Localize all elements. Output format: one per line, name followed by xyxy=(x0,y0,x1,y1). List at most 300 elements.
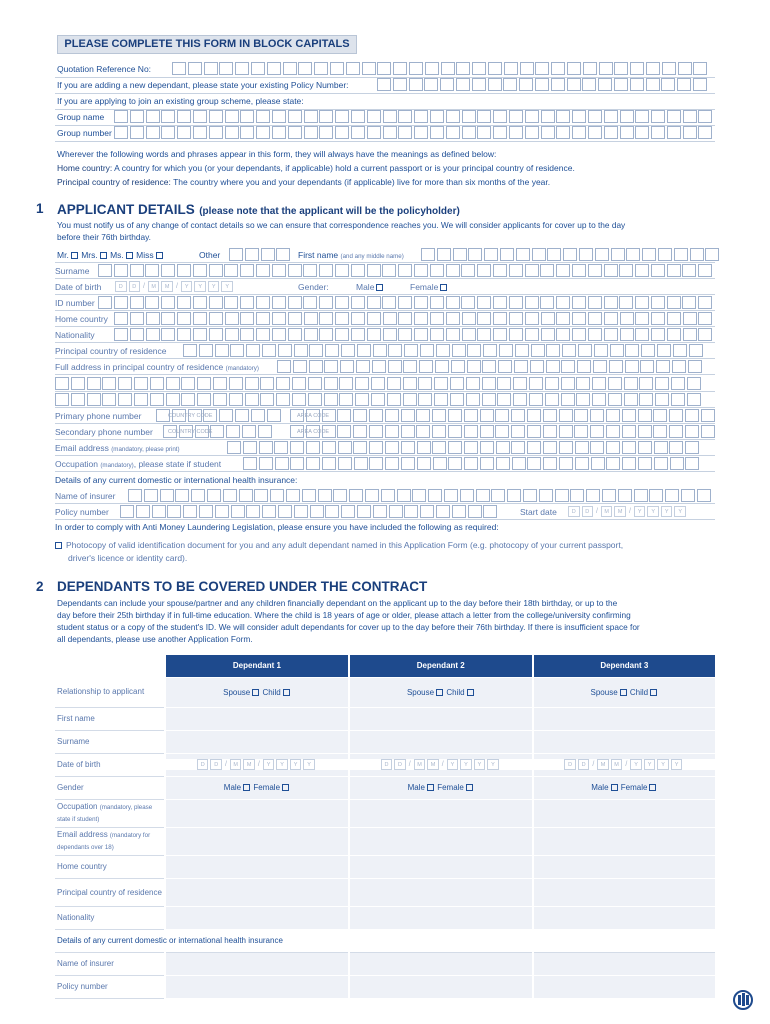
char-box[interactable] xyxy=(579,248,593,261)
char-box[interactable] xyxy=(351,296,365,309)
char-box[interactable] xyxy=(309,360,323,373)
char-box[interactable] xyxy=(618,489,632,502)
char-box[interactable] xyxy=(224,296,238,309)
dependant-1-dob[interactable] xyxy=(166,759,348,770)
char-box[interactable] xyxy=(604,126,618,139)
other-title-input[interactable] xyxy=(229,248,292,261)
char-box[interactable] xyxy=(588,110,602,123)
char-box[interactable] xyxy=(288,296,302,309)
char-box[interactable] xyxy=(319,296,333,309)
char-box[interactable] xyxy=(590,409,604,422)
char-box[interactable] xyxy=(235,62,249,75)
char-box[interactable] xyxy=(531,344,545,357)
char-box[interactable] xyxy=(656,360,670,373)
dependant-1-policy-number[interactable] xyxy=(165,975,349,998)
char-box[interactable] xyxy=(388,344,402,357)
char-box[interactable] xyxy=(118,393,132,406)
char-box[interactable] xyxy=(555,489,569,502)
char-box[interactable] xyxy=(559,441,573,454)
char-box[interactable] xyxy=(404,505,418,518)
principal-country-input[interactable] xyxy=(183,344,704,357)
char-box[interactable] xyxy=(561,377,575,390)
dependant-3-principal-country[interactable] xyxy=(533,878,715,906)
char-box[interactable] xyxy=(98,264,112,277)
char-box[interactable] xyxy=(351,264,365,277)
char-box[interactable] xyxy=(404,344,418,357)
char-box[interactable] xyxy=(389,505,403,518)
char-box[interactable] xyxy=(367,126,381,139)
char-box[interactable] xyxy=(414,312,428,325)
char-box[interactable] xyxy=(373,344,387,357)
char-box[interactable] xyxy=(688,360,702,373)
char-box[interactable] xyxy=(145,296,159,309)
char-box[interactable] xyxy=(430,296,444,309)
char-box[interactable] xyxy=(639,393,653,406)
char-box[interactable] xyxy=(655,393,669,406)
char-box[interactable] xyxy=(483,505,497,518)
date-char-box[interactable]: Y xyxy=(657,759,669,770)
char-box[interactable] xyxy=(225,126,239,139)
date-char-box[interactable]: Y xyxy=(474,759,486,770)
char-box[interactable] xyxy=(556,126,570,139)
char-box[interactable] xyxy=(583,62,597,75)
char-box[interactable] xyxy=(673,344,687,357)
char-box[interactable] xyxy=(421,248,435,261)
char-box[interactable] xyxy=(541,110,555,123)
char-box[interactable] xyxy=(667,126,681,139)
char-box[interactable] xyxy=(430,312,444,325)
char-box[interactable] xyxy=(448,409,462,422)
char-box[interactable] xyxy=(393,78,407,91)
address-input-line-3[interactable] xyxy=(55,393,703,406)
char-box[interactable] xyxy=(562,344,576,357)
char-box[interactable] xyxy=(193,328,207,341)
char-box[interactable] xyxy=(199,344,213,357)
char-box[interactable] xyxy=(261,248,275,261)
char-box[interactable] xyxy=(561,393,575,406)
date-char-box[interactable]: Y xyxy=(460,759,472,770)
char-box[interactable] xyxy=(641,344,655,357)
char-box[interactable] xyxy=(698,312,712,325)
char-box[interactable] xyxy=(606,409,620,422)
char-box[interactable] xyxy=(114,264,128,277)
char-box[interactable] xyxy=(493,110,507,123)
char-box[interactable] xyxy=(377,78,391,91)
char-box[interactable] xyxy=(678,62,692,75)
char-box[interactable] xyxy=(130,264,144,277)
char-box[interactable] xyxy=(451,360,465,373)
char-box[interactable] xyxy=(462,328,476,341)
date-char-box[interactable]: D xyxy=(568,506,580,517)
char-box[interactable] xyxy=(416,409,430,422)
date-char-box[interactable]: Y xyxy=(221,281,233,292)
char-box[interactable] xyxy=(667,264,681,277)
char-box[interactable] xyxy=(556,296,570,309)
char-box[interactable] xyxy=(488,62,502,75)
char-box[interactable] xyxy=(259,457,273,470)
char-box[interactable] xyxy=(661,78,675,91)
char-box[interactable] xyxy=(362,62,376,75)
char-box[interactable] xyxy=(209,126,223,139)
char-box[interactable] xyxy=(701,425,715,438)
char-box[interactable] xyxy=(398,328,412,341)
char-box[interactable] xyxy=(444,489,458,502)
char-box[interactable] xyxy=(353,409,367,422)
char-box[interactable] xyxy=(614,78,628,91)
char-box[interactable] xyxy=(246,505,260,518)
char-box[interactable] xyxy=(256,312,270,325)
char-box[interactable] xyxy=(540,264,554,277)
char-box[interactable] xyxy=(698,328,712,341)
date-char-box[interactable]: Y xyxy=(447,759,459,770)
male-checkbox[interactable] xyxy=(376,284,383,291)
char-box[interactable] xyxy=(500,248,514,261)
char-box[interactable] xyxy=(197,393,211,406)
char-box[interactable] xyxy=(177,328,191,341)
dependant-2-nationality[interactable] xyxy=(349,906,533,929)
date-char-box[interactable]: Y xyxy=(674,506,686,517)
char-box[interactable] xyxy=(480,441,494,454)
char-box[interactable] xyxy=(543,409,557,422)
char-box[interactable] xyxy=(339,393,353,406)
char-box[interactable] xyxy=(591,457,605,470)
char-box[interactable] xyxy=(496,441,510,454)
char-box[interactable] xyxy=(464,409,478,422)
char-box[interactable] xyxy=(172,62,186,75)
char-box[interactable] xyxy=(256,296,270,309)
char-box[interactable] xyxy=(551,78,565,91)
char-box[interactable] xyxy=(209,328,223,341)
char-box[interactable] xyxy=(592,393,606,406)
char-box[interactable] xyxy=(367,264,381,277)
char-box[interactable] xyxy=(477,312,491,325)
char-box[interactable] xyxy=(114,312,128,325)
mrs-checkbox[interactable] xyxy=(100,252,107,259)
char-box[interactable] xyxy=(466,377,480,390)
char-box[interactable] xyxy=(683,126,697,139)
char-box[interactable] xyxy=(611,248,625,261)
char-box[interactable] xyxy=(577,360,591,373)
char-box[interactable] xyxy=(335,296,349,309)
char-box[interactable] xyxy=(667,312,681,325)
char-box[interactable] xyxy=(398,296,412,309)
char-box[interactable] xyxy=(436,344,450,357)
char-box[interactable] xyxy=(525,312,539,325)
char-box[interactable] xyxy=(665,489,679,502)
char-box[interactable] xyxy=(428,489,442,502)
char-box[interactable] xyxy=(671,377,685,390)
char-box[interactable] xyxy=(450,393,464,406)
dependant-3-occupation[interactable] xyxy=(533,799,715,827)
char-box[interactable] xyxy=(308,393,322,406)
char-box[interactable] xyxy=(55,377,69,390)
char-box[interactable] xyxy=(543,425,557,438)
char-box[interactable] xyxy=(608,377,622,390)
char-box[interactable] xyxy=(482,377,496,390)
dependant-1-surname[interactable] xyxy=(165,730,349,753)
char-box[interactable] xyxy=(416,425,430,438)
char-box[interactable] xyxy=(432,425,446,438)
char-box[interactable] xyxy=(403,377,417,390)
char-box[interactable] xyxy=(609,360,623,373)
char-box[interactable] xyxy=(435,360,449,373)
char-box[interactable] xyxy=(292,377,306,390)
char-box[interactable] xyxy=(288,126,302,139)
char-box[interactable] xyxy=(318,489,332,502)
char-box[interactable] xyxy=(393,62,407,75)
char-box[interactable] xyxy=(304,110,318,123)
insurer-input[interactable] xyxy=(128,489,712,502)
char-box[interactable] xyxy=(651,126,665,139)
char-box[interactable] xyxy=(414,110,428,123)
char-box[interactable] xyxy=(588,312,602,325)
char-box[interactable] xyxy=(304,328,318,341)
char-box[interactable] xyxy=(635,110,649,123)
char-box[interactable] xyxy=(620,110,634,123)
char-box[interactable] xyxy=(258,425,272,438)
char-box[interactable] xyxy=(243,441,257,454)
char-box[interactable] xyxy=(319,328,333,341)
char-box[interactable] xyxy=(251,62,265,75)
char-box[interactable] xyxy=(604,312,618,325)
char-box[interactable] xyxy=(482,393,496,406)
date-char-box[interactable]: M xyxy=(161,281,173,292)
char-box[interactable] xyxy=(369,409,383,422)
female-option[interactable]: Female xyxy=(410,282,448,293)
char-box[interactable] xyxy=(519,78,533,91)
char-box[interactable] xyxy=(262,344,276,357)
date-char-box[interactable]: Y xyxy=(290,759,302,770)
char-box[interactable] xyxy=(341,505,355,518)
char-box[interactable] xyxy=(683,110,697,123)
date-char-box[interactable]: Y xyxy=(263,759,275,770)
dependant-2-occupation[interactable] xyxy=(349,799,533,827)
char-box[interactable] xyxy=(701,409,715,422)
char-box[interactable] xyxy=(367,328,381,341)
char-box[interactable] xyxy=(256,126,270,139)
char-box[interactable] xyxy=(582,78,596,91)
char-box[interactable] xyxy=(461,296,475,309)
char-box[interactable] xyxy=(383,126,397,139)
char-box[interactable] xyxy=(467,360,481,373)
date-char-box[interactable]: Y xyxy=(181,281,193,292)
char-box[interactable] xyxy=(324,377,338,390)
char-box[interactable] xyxy=(161,312,175,325)
char-box[interactable] xyxy=(576,393,590,406)
char-box[interactable] xyxy=(225,328,239,341)
char-box[interactable] xyxy=(638,457,652,470)
char-box[interactable] xyxy=(515,344,529,357)
dependant-1-nationality[interactable] xyxy=(165,906,349,929)
char-box[interactable] xyxy=(488,78,502,91)
char-box[interactable] xyxy=(527,409,541,422)
char-box[interactable] xyxy=(512,457,526,470)
char-box[interactable] xyxy=(225,312,239,325)
char-box[interactable] xyxy=(430,328,444,341)
char-box[interactable] xyxy=(409,78,423,91)
char-box[interactable] xyxy=(529,377,543,390)
char-box[interactable] xyxy=(385,409,399,422)
char-box[interactable] xyxy=(371,393,385,406)
char-box[interactable] xyxy=(414,328,428,341)
child-checkbox[interactable] xyxy=(467,689,474,696)
date-char-box[interactable]: M xyxy=(427,759,439,770)
char-box[interactable] xyxy=(272,110,286,123)
dependant-2-gender[interactable]: Male Female xyxy=(349,776,533,799)
char-box[interactable] xyxy=(620,312,634,325)
char-box[interactable] xyxy=(681,489,695,502)
char-box[interactable] xyxy=(606,457,620,470)
char-box[interactable] xyxy=(690,248,704,261)
char-box[interactable] xyxy=(353,441,367,454)
char-box[interactable] xyxy=(288,110,302,123)
date-char-box[interactable]: Y xyxy=(487,759,499,770)
char-box[interactable] xyxy=(278,505,292,518)
char-box[interactable] xyxy=(55,393,69,406)
char-box[interactable] xyxy=(365,489,379,502)
char-box[interactable] xyxy=(303,296,317,309)
char-box[interactable] xyxy=(572,126,586,139)
char-box[interactable] xyxy=(166,393,180,406)
char-box[interactable] xyxy=(527,457,541,470)
char-box[interactable] xyxy=(642,248,656,261)
primary-phone-number[interactable] xyxy=(290,409,717,422)
dependant-2-dob[interactable] xyxy=(350,759,532,770)
dependant-1-principal-country[interactable] xyxy=(165,878,349,906)
char-box[interactable] xyxy=(118,377,132,390)
char-box[interactable] xyxy=(625,344,639,357)
char-box[interactable] xyxy=(453,248,467,261)
char-box[interactable] xyxy=(578,344,592,357)
char-box[interactable] xyxy=(175,489,189,502)
char-box[interactable] xyxy=(493,264,507,277)
char-box[interactable] xyxy=(430,264,444,277)
char-box[interactable] xyxy=(383,312,397,325)
dependant-2-home-country[interactable] xyxy=(349,855,533,878)
char-box[interactable] xyxy=(288,328,302,341)
date-char-box[interactable]: Y xyxy=(647,506,659,517)
char-box[interactable] xyxy=(335,328,349,341)
char-box[interactable] xyxy=(369,441,383,454)
char-box[interactable] xyxy=(608,393,622,406)
dependant-1-home-country[interactable] xyxy=(165,855,349,878)
char-box[interactable] xyxy=(152,505,166,518)
char-box[interactable] xyxy=(225,110,239,123)
char-box[interactable] xyxy=(181,377,195,390)
char-box[interactable] xyxy=(662,62,676,75)
char-box[interactable] xyxy=(303,264,317,277)
char-box[interactable] xyxy=(462,312,476,325)
char-box[interactable] xyxy=(539,489,553,502)
dependant-2-email[interactable] xyxy=(349,827,533,855)
char-box[interactable] xyxy=(669,409,683,422)
char-box[interactable] xyxy=(535,78,549,91)
char-box[interactable] xyxy=(446,328,460,341)
char-box[interactable] xyxy=(71,393,85,406)
char-box[interactable] xyxy=(503,78,517,91)
spouse-checkbox[interactable] xyxy=(436,689,443,696)
char-box[interactable] xyxy=(567,78,581,91)
char-box[interactable] xyxy=(367,312,381,325)
char-box[interactable] xyxy=(310,505,324,518)
dependant-3-policy-number[interactable] xyxy=(533,975,715,998)
char-box[interactable] xyxy=(354,457,368,470)
char-box[interactable] xyxy=(193,110,207,123)
char-box[interactable] xyxy=(181,393,195,406)
char-box[interactable] xyxy=(437,248,451,261)
char-box[interactable] xyxy=(130,110,144,123)
dependant-1-first-name[interactable] xyxy=(165,707,349,730)
char-box[interactable] xyxy=(340,360,354,373)
char-box[interactable] xyxy=(446,126,460,139)
char-box[interactable] xyxy=(646,62,660,75)
photocopy-checkbox[interactable] xyxy=(55,542,62,549)
char-box[interactable] xyxy=(590,441,604,454)
char-box[interactable] xyxy=(606,441,620,454)
char-box[interactable] xyxy=(134,393,148,406)
char-box[interactable] xyxy=(658,248,672,261)
char-box[interactable] xyxy=(509,110,523,123)
char-box[interactable] xyxy=(551,62,565,75)
char-box[interactable] xyxy=(532,248,546,261)
char-box[interactable] xyxy=(559,425,573,438)
char-box[interactable] xyxy=(482,360,496,373)
char-box[interactable] xyxy=(337,409,351,422)
dependant-2-surname[interactable] xyxy=(349,730,533,753)
dependant-3-gender[interactable]: Male Female xyxy=(533,776,715,799)
char-box[interactable] xyxy=(373,505,387,518)
char-box[interactable] xyxy=(369,457,383,470)
char-box[interactable] xyxy=(468,505,482,518)
char-box[interactable] xyxy=(498,360,512,373)
char-box[interactable] xyxy=(599,62,613,75)
char-box[interactable] xyxy=(545,393,559,406)
char-box[interactable] xyxy=(177,126,191,139)
char-box[interactable] xyxy=(191,489,205,502)
char-box[interactable] xyxy=(275,457,289,470)
char-box[interactable] xyxy=(207,489,221,502)
char-box[interactable] xyxy=(497,393,511,406)
char-box[interactable] xyxy=(685,409,699,422)
char-box[interactable] xyxy=(130,296,144,309)
char-box[interactable] xyxy=(685,441,699,454)
char-box[interactable] xyxy=(604,110,618,123)
char-box[interactable] xyxy=(434,393,448,406)
date-char-box[interactable]: Y xyxy=(276,759,288,770)
char-box[interactable] xyxy=(167,505,181,518)
char-box[interactable] xyxy=(240,312,254,325)
char-box[interactable] xyxy=(651,328,665,341)
char-box[interactable] xyxy=(575,441,589,454)
char-box[interactable] xyxy=(188,62,202,75)
date-char-box[interactable]: M xyxy=(611,759,623,770)
char-box[interactable] xyxy=(177,312,191,325)
dependant-1-insurer[interactable] xyxy=(165,952,349,975)
char-box[interactable] xyxy=(572,328,586,341)
char-box[interactable] xyxy=(272,264,286,277)
char-box[interactable] xyxy=(693,62,707,75)
char-box[interactable] xyxy=(507,489,521,502)
char-box[interactable] xyxy=(480,425,494,438)
char-box[interactable] xyxy=(513,377,527,390)
char-box[interactable] xyxy=(604,328,618,341)
char-box[interactable] xyxy=(651,296,665,309)
char-box[interactable] xyxy=(624,377,638,390)
char-box[interactable] xyxy=(638,409,652,422)
char-box[interactable] xyxy=(209,312,223,325)
char-box[interactable] xyxy=(417,441,431,454)
char-box[interactable] xyxy=(309,344,323,357)
